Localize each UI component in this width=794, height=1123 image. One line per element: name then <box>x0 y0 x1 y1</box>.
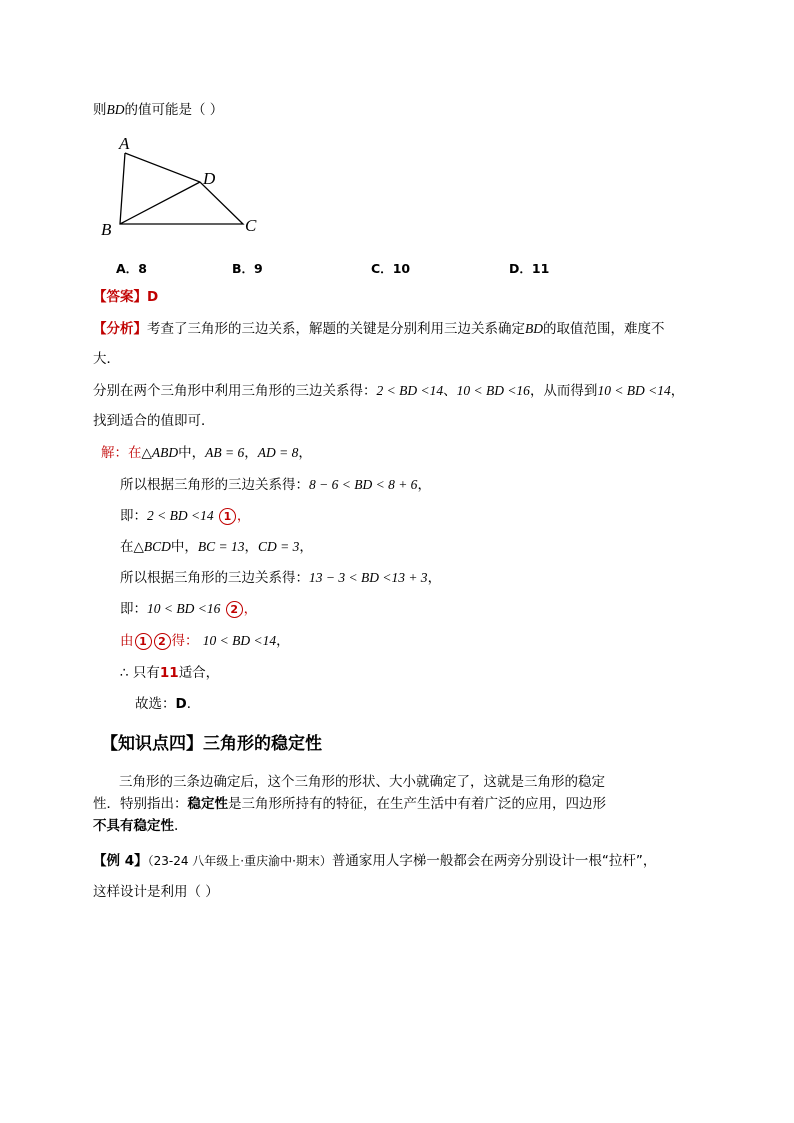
solution-line-4: 在△BCD中，BC = 13，CD = 3， <box>120 539 313 555</box>
solution-line-6: 即：10 < BD <16 2 ， <box>120 601 258 617</box>
triangle-outline <box>120 153 243 224</box>
circled-number-2: 2 <box>226 601 243 618</box>
example-line-1: 【例 4】（23-24 八年级上·重庆渝中·期末）普通家用人字梯一般都会在两旁分别设计一根“拉杆”， <box>93 853 657 869</box>
circled-number-1: 1 <box>135 633 152 650</box>
analysis-line-3: 分别在两个三角形中利用三角形的三边关系得：2 < BD <14、10 < BD <16，从而得到10 < BD <14， <box>93 383 685 399</box>
triangle-figure <box>95 132 275 244</box>
analysis-line-1: 【分析】考查了三角形的三边关系，解题的关键是分别利用三边关系确定BD的取值范围，难度不 <box>93 321 665 337</box>
analysis-line-4: 找到适合的值即可． <box>93 413 215 429</box>
solution-line-3: 即：2 < BD <14 1 ， <box>120 508 251 524</box>
stability-line-3: 不具有稳定性. <box>93 818 179 834</box>
option-d[interactable]: D．11 <box>509 261 550 276</box>
solution-line-2: 所以根据三角形的三边关系得：8 − 6 < BD < 8 + 6， <box>120 477 431 493</box>
solution-line-5: 所以根据三角形的三边关系得：13 − 3 < BD <13 + 3， <box>120 570 442 586</box>
option-b[interactable]: B．9 <box>232 261 263 276</box>
example-line-2: 这样设计是利用（ ） <box>93 884 219 900</box>
solution-line-8: ∴ 只有11适合， <box>120 665 220 681</box>
solution-line-1: 解：在△ABD中，AB = 6，AD = 8， <box>101 445 312 461</box>
circled-number-1: 1 <box>219 508 236 525</box>
question-line: 则BD的值可能是（ ） <box>93 102 224 118</box>
analysis-line-2: 大． <box>93 351 120 367</box>
section-heading: 【知识点四】三角形的稳定性 <box>101 734 322 754</box>
label-d: D <box>203 169 216 188</box>
solution-line-9: 故选：D． <box>135 696 201 712</box>
stability-line-1: 三角形的三条边确定后，这个三角形的形状、大小就确定了，这就是三角形的稳定 <box>119 774 605 790</box>
label-a: A <box>119 134 130 153</box>
stability-line-2: 性．特别指出：稳定性是三角形所持有的特征，在生产生活中有着广泛的应用，四边形 <box>93 796 606 812</box>
label-c: C <box>245 216 257 235</box>
option-a[interactable]: A．8 <box>116 261 147 276</box>
segment-bd <box>120 182 200 224</box>
option-c[interactable]: C．10 <box>371 261 411 276</box>
solution-line-7: 由 1 2 得： 10 < BD <14， <box>120 633 290 649</box>
answer-line: 【答案】D <box>93 289 159 305</box>
circled-number-2: 2 <box>154 633 171 650</box>
label-b: B <box>101 220 112 239</box>
